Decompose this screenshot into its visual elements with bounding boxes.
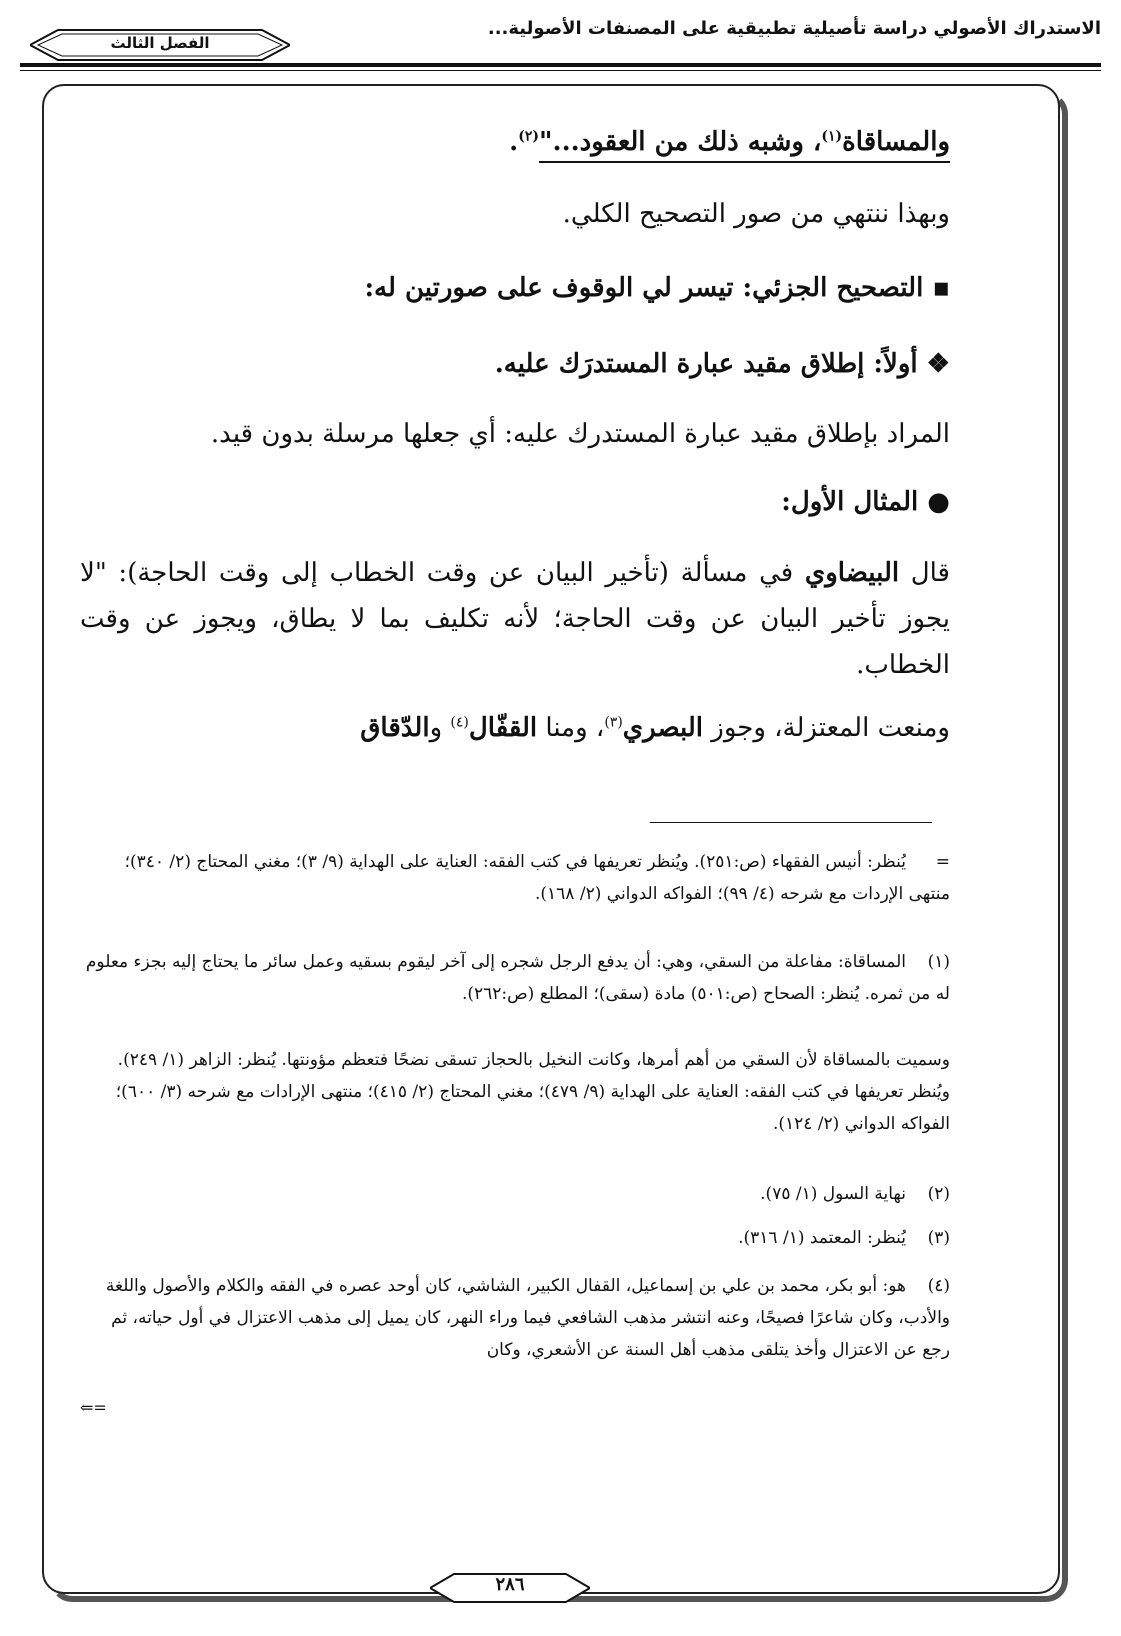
chapter-label: الفصل الثالث (110, 34, 210, 52)
name-basri: البصري (622, 713, 704, 743)
underlined-segment: والمساقاة$^{(١)}$، وشبه ذلك من العقود..." (539, 127, 950, 163)
footnote-continuation: =يُنظر: أنيس الفقهاء (ص:٢٥١). ويُنظر تعريفها في كتب الفقه: العناية على الهداية (٩/ ٣)؛ مغني المحتاج (٢/ ٣٤٠)؛ منتهى الإردات مع شرحه (٤/ ٩٩)؛ الفواكه الدواني (٢/ ١٦٨). (80, 846, 950, 910)
book-title: الاستدراك الأصولي دراسة تأصيلية تطبيقية على المصنفات الأصولية... (487, 18, 1101, 39)
page-header (0, 0, 1121, 70)
continuation-mark: = (935, 852, 950, 872)
header-rule-thin (20, 70, 1101, 71)
footnote-1-continuation: وسميت بالمساقاة لأن السقي من أهم أمرها، وكانت النخيل بالحجاز تسقى نضحًا فتعظم مؤونتها. يُنظر: الزاهر (١/ ٢٤٩). ويُنظر تعريفها في كتب الفقه: العناية على الهداية (٩/ ٤٧٩)؛ مغني المحتاج (٢/ ٤١٥)؛ منتهى الإرادات مع شرحه (٣/ ٦٠٠)؛ الفواكه الدواني (٢/ ١٢٤). (115, 1050, 950, 1134)
footnote-2: (٢)نهاية السول (١/ ٧٥). (80, 1178, 950, 1210)
example-heading: ● المثال الأول: (781, 487, 950, 517)
footnote-ref-3[interactable]: (٣) (604, 714, 623, 731)
page-frame (42, 84, 1060, 1594)
footnote-3-number: (٣) (927, 1228, 950, 1248)
quote-paragraph: قال البيضاوي في مسألة (تأخير البيان عن وقت الخطاب إلى وقت الحاجة): "لا يجوز تأخير البيان عن وقت الحاجة؛ لأنه تكليف بما لا يطاق، ويجوز عن وقت الخطاب. (80, 558, 950, 680)
body-line-2: وبهذا ننتهي من صور التصحيح الكلي. (562, 199, 950, 229)
section-heading-partial-correction: ▪ التصحيح الجزئي: تيسر لي الوقوف على صورتين له: (364, 273, 950, 303)
body-line-last: ومنعت المعتزلة، وجوز البصري$^{(٣)}$، ومنا القفّال$^{(٤)}$ والدّقاق (360, 713, 950, 743)
subsection-heading-first: ❖ أولاً: إطلاق مقيد عبارة المستدرَك عليه. (494, 349, 950, 379)
footnote-2-number: (٢) (927, 1184, 950, 1204)
footnote-1: (١)المساقاة: مفاعلة من السقي، وهي: أن يدفع الرجل شجره إلى آخر ليقوم بسقيه وعمل سائر ما يحتاج إليه بجزء معلوم له من ثمره. يُنظر: الصحاح (ص:٥٠١) مادة (سقى)؛ المطلع (ص:٢٦٢). (80, 946, 950, 1010)
footnote-4-continue-arrow: ⇐= (80, 1398, 107, 1417)
footnote-ref-1[interactable]: (١) (821, 128, 843, 145)
name-daqqaq: الدّقاق (360, 713, 430, 743)
footnote-ref-4[interactable]: (٤) (450, 714, 469, 731)
footnote-4: (٤)هو: أبو بكر، محمد بن علي بن إسماعيل، القفال الكبير، الشاشي، كان أوحد عصره في الفقه والكلام والأصول واللغة والأدب، وكان شاعرًا فصيحًا، وعنه انتشر مذهب الشافعي فيما وراء النهر، كان يميل إلى مذهب الاعتزال في أول حياته، ثم رجع عن الاعتزال وأخذ يتلقى مذهب أهل السنة عن الأشعري، وكان (80, 1270, 950, 1366)
footnote-ref-2[interactable]: (٢) (518, 128, 539, 145)
footnote-4-number: (٤) (927, 1276, 950, 1296)
footnote-3: (٣)يُنظر: المعتمد (١/ ٣١٦). (80, 1222, 950, 1254)
header-rule-thick (20, 63, 1101, 67)
name-qaffal: القفّال (468, 713, 538, 743)
body-line-1: والمساقاة$^{(١)}$، وشبه ذلك من العقود..."$^{(٢)}$. (80, 122, 950, 162)
author-name-baydawi: البيضاوي (804, 558, 900, 588)
footnote-separator (650, 822, 932, 823)
body-line-5: المراد بإطلاق مقيد عبارة المستدرك عليه: أي جعلها مرسلة بدون قيد. (210, 419, 950, 449)
footnote-1-number: (١) (927, 952, 950, 972)
page-number: ٢٨٦ (495, 1574, 525, 1595)
